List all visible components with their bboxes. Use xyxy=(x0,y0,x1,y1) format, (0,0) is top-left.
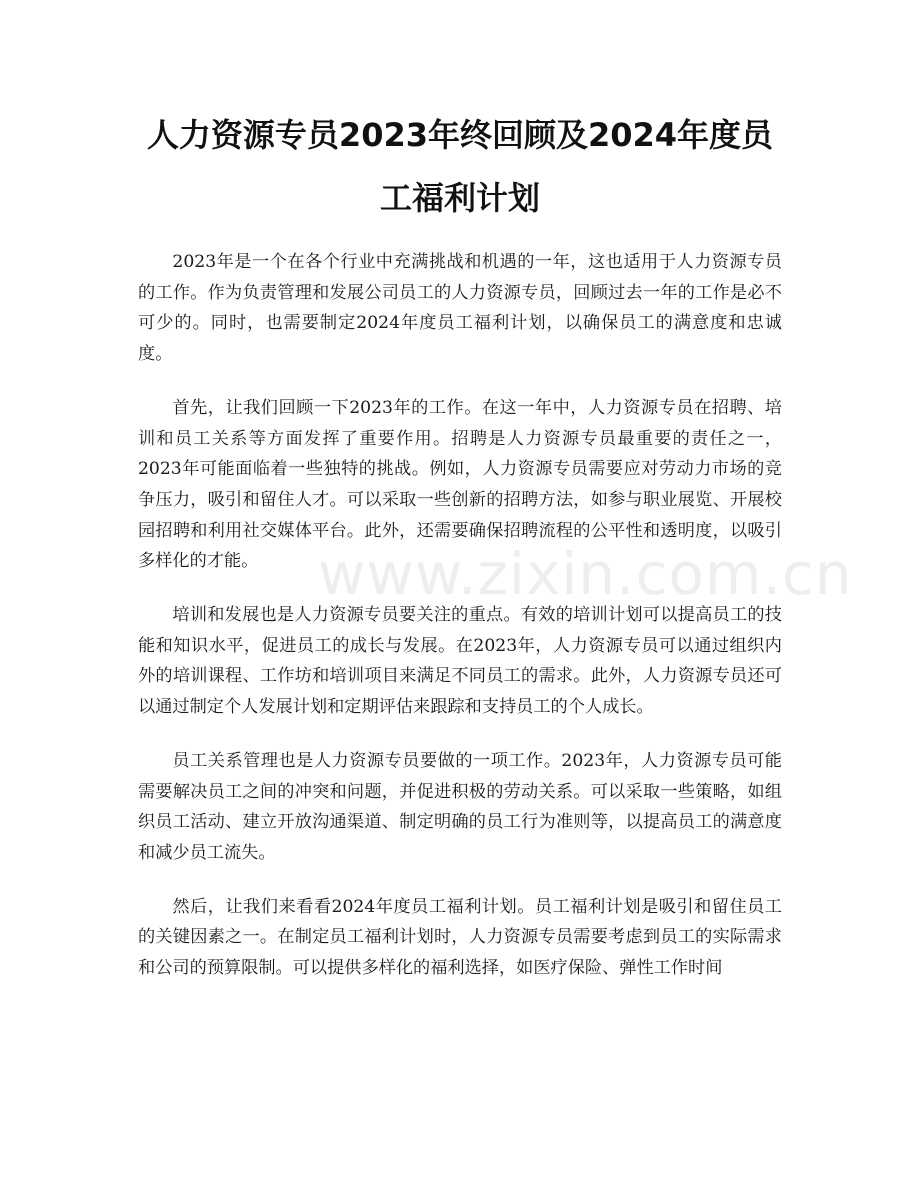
paragraph-recruitment: 首先，让我们回顾一下2023年的工作。在这一年中，人力资源专员在招聘、培训和员工关系等方面发挥了重要作用。招聘是人力资源专员最重要的责任之一，2023年可能面临着一些独特的挑战。例如，人力资源专员需要应对劳动力市场的竞争压力，吸引和留住人才。可以采取一些创新的招聘方法，如参与职业展览、开展校园招聘和利用社交媒体平台。此外，还需要确保招聘流程的公平性和透明度，以吸引多样化的才能。 xyxy=(138,397,782,572)
paragraph-intro: 2023年是一个在各个行业中充满挑战和机遇的一年，这也适用于人力资源专员的工作。作为负责管理和发展公司员工的人力资源专员，回顾过去一年的工作是必不可少的。同时，也需要制定2024年度员工福利计划，以确保员工的满意度和忠诚度。 xyxy=(138,252,782,365)
document-body xyxy=(138,247,782,1007)
paragraph-training: 培训和发展也是人力资源专员要关注的重点。有效的培训计划可以提高员工的技能和知识水平，促进员工的成长与发展。在2023年，人力资源专员可以通过组织内外的培训课程、工作坊和培训项目来满足不同员工的需求。此外，人力资源专员还可以通过制定个人发展计划和定期评估来跟踪和支持员工的个人成长。 xyxy=(138,605,782,718)
watermark-text: www.zixin.com.cn xyxy=(318,540,853,608)
paragraph-benefits-plan: 然后，让我们来看看2024年度员工福利计划。员工福利计划是吸引和留住员工的关键因素之一。在制定员工福利计划时，人力资源专员需要考虑到员工的实际需求和公司的预算限制。可以提供多样化的福利选择，如医疗保险、弹性工作时间 xyxy=(138,896,782,979)
document-title: 人力资源专员2023年终回顾及2024年度员工福利计划 xyxy=(146,116,774,217)
paragraph-employee-relations: 员工关系管理也是人力资源专员要做的一项工作。2023年，人力资源专员可能需要解决员工之间的冲突和问题，并促进积极的劳动关系。可以采取一些策略，如组织员工活动、建立开放沟通渠道、制定明确的员工行为准则等，以提高员工的满意度和减少员工流失。 xyxy=(138,750,782,863)
